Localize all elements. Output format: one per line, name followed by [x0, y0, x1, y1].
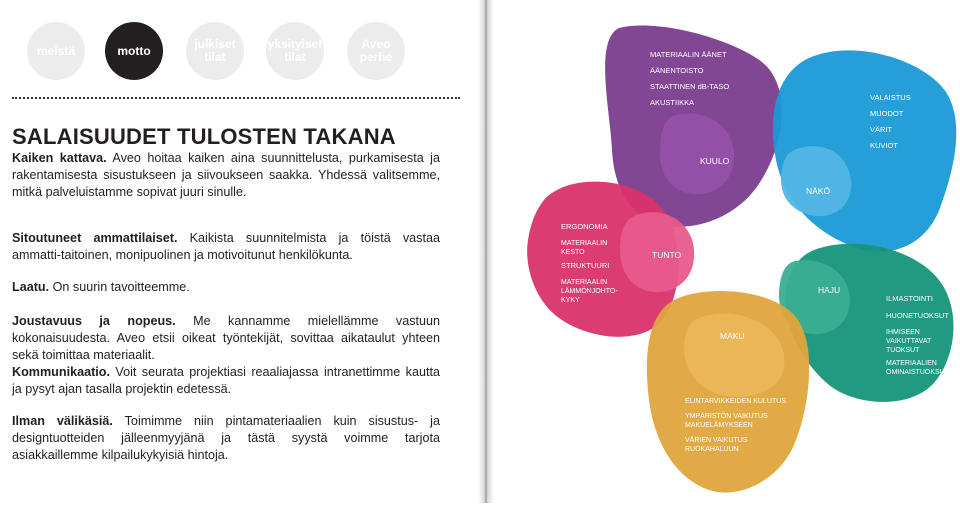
page-title: SALAISUUDET TULOSTEN TAKANA: [12, 124, 396, 149]
maku-item-line: MAKUELÄMYKSEEN: [685, 422, 753, 429]
haju-item: ILMASTOINTI: [886, 294, 933, 303]
haju-item-line: TUOKSUT: [886, 347, 920, 354]
book-gutter: [478, 0, 494, 503]
paragraph-sitoutuneet: [12, 230, 440, 264]
maku-item: ELINTARVIKKEIDEN KULUTUS: [685, 398, 786, 405]
paragraph-text: Aveo hoitaa kaiken aina suunnittelusta, purkamisesta ja rakentamisesta sisustukseen ja siivoukseen saakka. Yhdessä valitsemme, mitkä palveluistamme sopivat juuri sinulle.: [12, 151, 440, 199]
paragraph-lead: Kaiken kattava.: [12, 151, 107, 165]
right-page: [494, 0, 960, 503]
paragraph-text: Voit seurata projektiasi reaaliajassa intranettimme kautta ja pysyt ajan tasalla projektin edetessä.: [12, 365, 440, 396]
paragraph-text: Toimimme niin pintamateriaalien kuin sisustus- ja designtuotteiden jälleenmyyjänä ja tästä syystä voimme tarjota asiakkaillemme kilpailukykyisiä hintoja.: [12, 414, 440, 462]
left-page: [0, 0, 478, 503]
kuulo-label: KUULO: [700, 156, 730, 166]
senses-diagram: [494, 0, 960, 503]
nav-item-motto[interactable]: motto: [105, 22, 163, 80]
haju-item-line: IHMISEEN: [886, 329, 920, 336]
haju-label: HAJU: [818, 285, 841, 295]
tunto-item-line: MATERIAALIN: [561, 279, 608, 286]
maku-label: MAKU: [720, 331, 745, 341]
tunto-item: STRUKTUURI: [561, 261, 610, 270]
paragraph-lead: Ilman välikäsiä.: [12, 414, 113, 428]
kuulo-item: STAATTINEN dB-TASO: [650, 82, 730, 91]
nav-item-meista[interactable]: meistä: [27, 22, 85, 80]
tunto-item: ERGONOMIA: [561, 222, 608, 231]
haju-item: HUONETUOKSUT: [886, 311, 949, 320]
nako-label: NÄKÖ: [806, 186, 831, 196]
paragraph-lead: Laatu.: [12, 280, 50, 294]
kuulo-item: ÄÄNENTOISTO: [650, 66, 704, 75]
paragraph-lead: Kommunikaatio.: [12, 365, 110, 379]
tunto-item-line: KESTO: [561, 249, 585, 256]
paragraph-lead: Joustavuus ja nopeus.: [12, 314, 176, 328]
dotted-divider: [12, 97, 460, 99]
tunto-item-line: KYKY: [561, 297, 580, 304]
nako-item: VALAISTUS: [870, 93, 911, 102]
nako-item: KUVIOT: [870, 141, 898, 150]
kuulo-item: MATERIAALIN ÄÄNET: [650, 50, 727, 59]
paragraph-text: Kaikista suunnitelmista ja töistä vastaa ammatti-taitoinen, monipuolinen ja motivoitunut henkilökunta.: [12, 231, 440, 262]
haju-item-line: VAIKUTTAVAT: [886, 338, 932, 345]
haju-item-line: OMINAISTUOKSUT: [886, 369, 950, 376]
nako-item: VÄRIT: [870, 125, 893, 134]
maku-item-line: RUOKAHALUUN: [685, 446, 739, 453]
paragraph-ilman-valikasia: [12, 413, 440, 464]
nav-item-aveo-perhe[interactable]: Aveo perhe: [347, 22, 405, 80]
haju-item-line: MATERIAALIEN: [886, 360, 937, 367]
paragraph-laatu: [12, 279, 440, 296]
paragraph-text: Me kannamme mielellämme vastuun kokonaisuudesta. Aveo etsii oikeat työntekijät, sovittaa aikataulut yhteen sekä toimittaa materiaalit.: [12, 314, 441, 362]
tunto-item-line: MATERIAALIN: [561, 240, 608, 247]
maku-item-line: YMPÄRISTÖN VAIKUTUS: [685, 413, 768, 420]
tunto-label: TUNTO: [652, 250, 682, 260]
paragraph-kommunikaatio: [12, 364, 440, 398]
paragraph-kaiken-kattava: [12, 150, 440, 201]
nako-item: MUODOT: [870, 109, 904, 118]
paragraph-joustavuus: [12, 313, 440, 364]
paragraph-lead: Sitoutuneet ammattilaiset.: [12, 231, 178, 245]
tunto-item-line: LÄMMÖNJOHTO-: [561, 288, 618, 295]
kuulo-item: AKUSTIIKKA: [650, 98, 695, 107]
nav-item-julkiset-tilat[interactable]: julkiset tilat: [186, 22, 244, 80]
nav-item-yksityiset-tilat[interactable]: yksityiset tilat: [266, 22, 324, 80]
maku-item-line: VÄRIEN VAIKUTUS: [685, 437, 748, 444]
paragraph-text: On suurin tavoitteemme.: [49, 280, 190, 294]
